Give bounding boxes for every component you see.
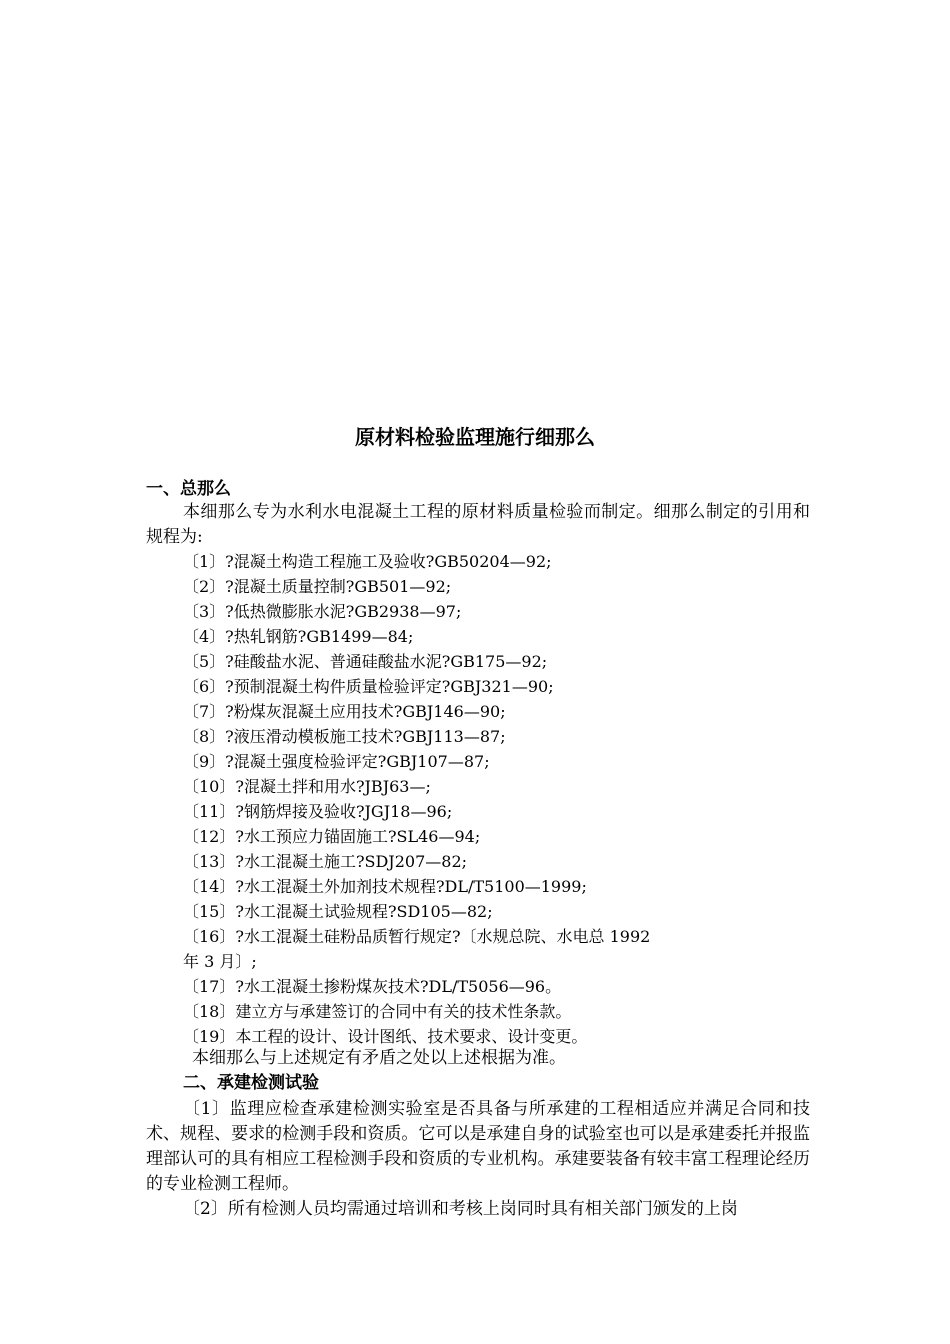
- testing-paragraph-1: 〔1〕监理应检查承建检测实验室是否具备与所承建的工程相适应并满足合同和技术、规程、要求的检测手段和资质。它可以是承建自身的试验室也可以是承建委托并报监理部认可的具有相应工程检测手段和资质的专业机构。承建要装备有较丰富工程理论经历的专业检测工程师。: [146, 1099, 810, 1194]
- reference-item: 〔16〕?水工混凝土硅粉品质暂行规定?〔水规总院、水电总 1992: [183, 927, 651, 946]
- reference-item: 〔18〕建立方与承建签订的合同中有关的技术性条款。: [183, 1002, 572, 1021]
- reference-item-continuation: 年 3 月〕;: [183, 952, 257, 971]
- reference-item: 〔14〕?水工混凝土外加剂技术规程?DL/T5100—1999;: [183, 877, 587, 896]
- reference-item: 〔7〕?粉煤灰混凝土应用技术?GBJ146—90;: [183, 702, 506, 721]
- reference-item: 〔17〕?水工混凝土掺粉煤灰技术?DL/T5056—96。: [183, 977, 562, 996]
- reference-item: 〔1〕?混凝土构造工程施工及验收?GB50204—92;: [183, 552, 552, 571]
- section-heading-general: 一、总那么: [146, 479, 231, 499]
- reference-item: 〔6〕?预制混凝土构件质量检验评定?GBJ321—90;: [183, 677, 554, 696]
- reference-item: 〔12〕?水工预应力锚固施工?SL46—94;: [183, 827, 481, 846]
- section-heading-testing: 二、承建检测试验: [183, 1073, 319, 1093]
- reference-item: 〔10〕?混凝土拌和用水?JBJ63—;: [183, 777, 431, 796]
- reference-list: [183, 549, 650, 1049]
- reference-item: 〔15〕?水工混凝土试验规程?SD105—82;: [183, 902, 493, 921]
- testing-paragraph-2: 〔2〕所有检测人员均需通过培训和考核上岗同时具有相关部门颁发的上岗: [183, 1199, 738, 1219]
- reference-item: 〔8〕?液压滑动模板施工技术?GBJ113—87;: [183, 727, 506, 746]
- reference-item: 〔5〕?硅酸盐水泥、普通硅酸盐水泥?GB175—92;: [183, 652, 548, 671]
- intro-paragraph: 本细那么专为水利水电混凝土工程的原材料质量检验而制定。细那么制定的引用和规程为:: [146, 502, 810, 547]
- closing-statement: 本细那么与上述规定有矛盾之处以上述根据为准。: [192, 1048, 566, 1068]
- reference-item: 〔3〕?低热微膨胀水泥?GB2938—97;: [183, 602, 462, 621]
- reference-item: 〔11〕?钢筋焊接及验收?JGJ18—96;: [183, 802, 453, 821]
- reference-item: 〔4〕?热轧钢筋?GB1499—84;: [183, 627, 414, 646]
- document-title: 原材料检验监理施行细那么: [355, 425, 595, 449]
- reference-item: 〔2〕?混凝土质量控制?GB501—92;: [183, 577, 452, 596]
- reference-item: 〔9〕?混凝土强度检验评定?GBJ107—87;: [183, 752, 490, 771]
- reference-item: 〔19〕本工程的设计、设计图纸、技术要求、设计变更。: [183, 1027, 588, 1046]
- reference-item: 〔13〕?水工混凝土施工?SDJ207—82;: [183, 852, 468, 871]
